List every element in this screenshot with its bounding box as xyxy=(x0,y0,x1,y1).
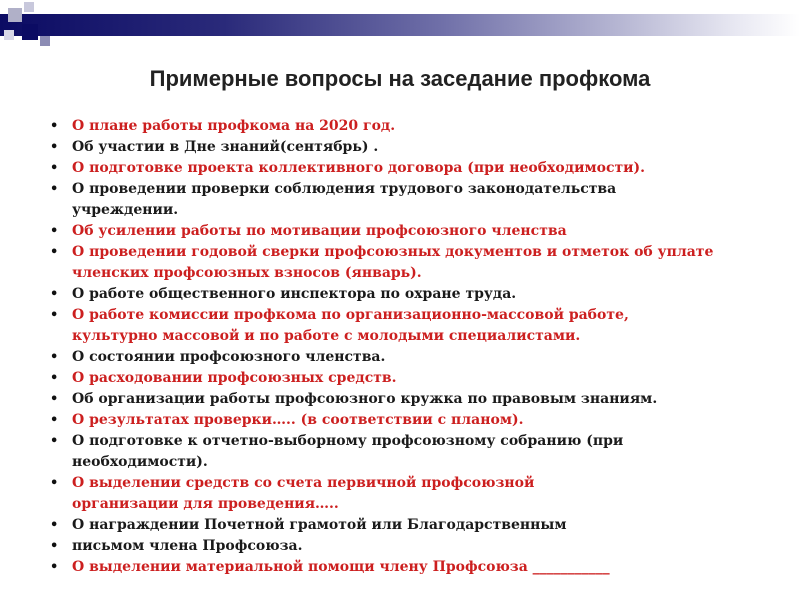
list-item xyxy=(50,137,770,158)
list-item-text: О работе комиссии профкома по организационно-массовой работе, культурно массовой и по работе с молодыми специалистами. xyxy=(72,307,629,344)
list-item xyxy=(50,242,770,284)
bullet-icon: • xyxy=(50,350,59,365)
decor-square xyxy=(24,2,34,12)
list-item-text: О плане работы профкома на 2020 год. xyxy=(72,118,396,134)
list-item-text: О расходовании профсоюзных средств. xyxy=(72,370,397,386)
list-item xyxy=(50,221,770,242)
bullet-icon: • xyxy=(50,308,59,323)
bullet-icon: • xyxy=(50,560,59,575)
list-item xyxy=(50,473,770,515)
bullet-icon: • xyxy=(50,287,59,302)
bullet-icon: • xyxy=(50,476,59,491)
list-item xyxy=(50,410,770,431)
bullet-icon: • xyxy=(50,119,59,134)
bullet-icon: • xyxy=(50,392,59,407)
list-item-text: О подготовке проекта коллективного договора (при необходимости). xyxy=(72,160,646,176)
list-item-text: О награждении Почетной грамотой или Благодарственным xyxy=(72,517,567,533)
bullet-icon: • xyxy=(50,371,59,386)
list-item xyxy=(50,116,770,137)
bullet-icon: • xyxy=(50,434,59,449)
decor-square xyxy=(8,8,22,22)
decor-square xyxy=(22,24,38,40)
bullet-icon: • xyxy=(50,539,59,554)
bullet-icon: • xyxy=(50,161,59,176)
list-item-text: О подготовке к отчетно-выборному профсоюзному собранию (при необходимости). xyxy=(72,433,624,470)
list-item-text: О проведении годовой сверки профсоюзных документов и отметок об уплате членских профсоюзных взносов (январь). xyxy=(72,244,714,281)
list-item-text: Об усилении работы по мотивации профсоюзного членства xyxy=(72,223,567,239)
bullet-icon: • xyxy=(50,518,59,533)
list-item-text: О результатах проверки….. (в соответствии с планом). xyxy=(72,412,524,428)
header-decor-bar xyxy=(0,14,800,36)
list-item-text: О работе общественного инспектора по охране труда. xyxy=(72,286,517,302)
list-item-text: письмом члена Профсоюза. xyxy=(72,538,303,554)
bullet-icon: • xyxy=(50,140,59,155)
list-item xyxy=(50,431,770,473)
list-item-text: О выделении средств со счета первичной профсоюзной организации для проведения….. xyxy=(72,475,535,512)
list-item xyxy=(50,305,770,347)
slide-title: Примерные вопросы на заседание профкома xyxy=(149,66,651,91)
list-item xyxy=(50,389,770,410)
list-item xyxy=(50,179,770,221)
bullet-icon: • xyxy=(50,245,59,260)
list-item xyxy=(50,515,770,536)
bullet-icon: • xyxy=(50,224,59,239)
list-item xyxy=(50,158,770,179)
list-item-text: Об участии в Дне знаний(сентябрь) . xyxy=(72,139,379,155)
decor-square xyxy=(4,30,14,40)
list-item xyxy=(50,284,770,305)
bullet-icon: • xyxy=(50,182,59,197)
list-item xyxy=(50,347,770,368)
decor-square xyxy=(40,36,50,46)
list-item xyxy=(50,536,770,557)
list-item xyxy=(50,368,770,389)
bullet-icon: • xyxy=(50,413,59,428)
list-item-text: О проведении проверки соблюдения трудового законодательства учреждении. xyxy=(72,181,617,218)
list-item-text: О состоянии профсоюзного членства. xyxy=(72,349,386,365)
list-item-text: О выделении материальной помощи члену Профсоюза ___________ xyxy=(72,559,610,575)
question-list xyxy=(50,116,770,578)
list-item-text: Об организации работы профсоюзного кружка по правовым знаниям. xyxy=(72,391,658,407)
list-item xyxy=(50,557,770,578)
